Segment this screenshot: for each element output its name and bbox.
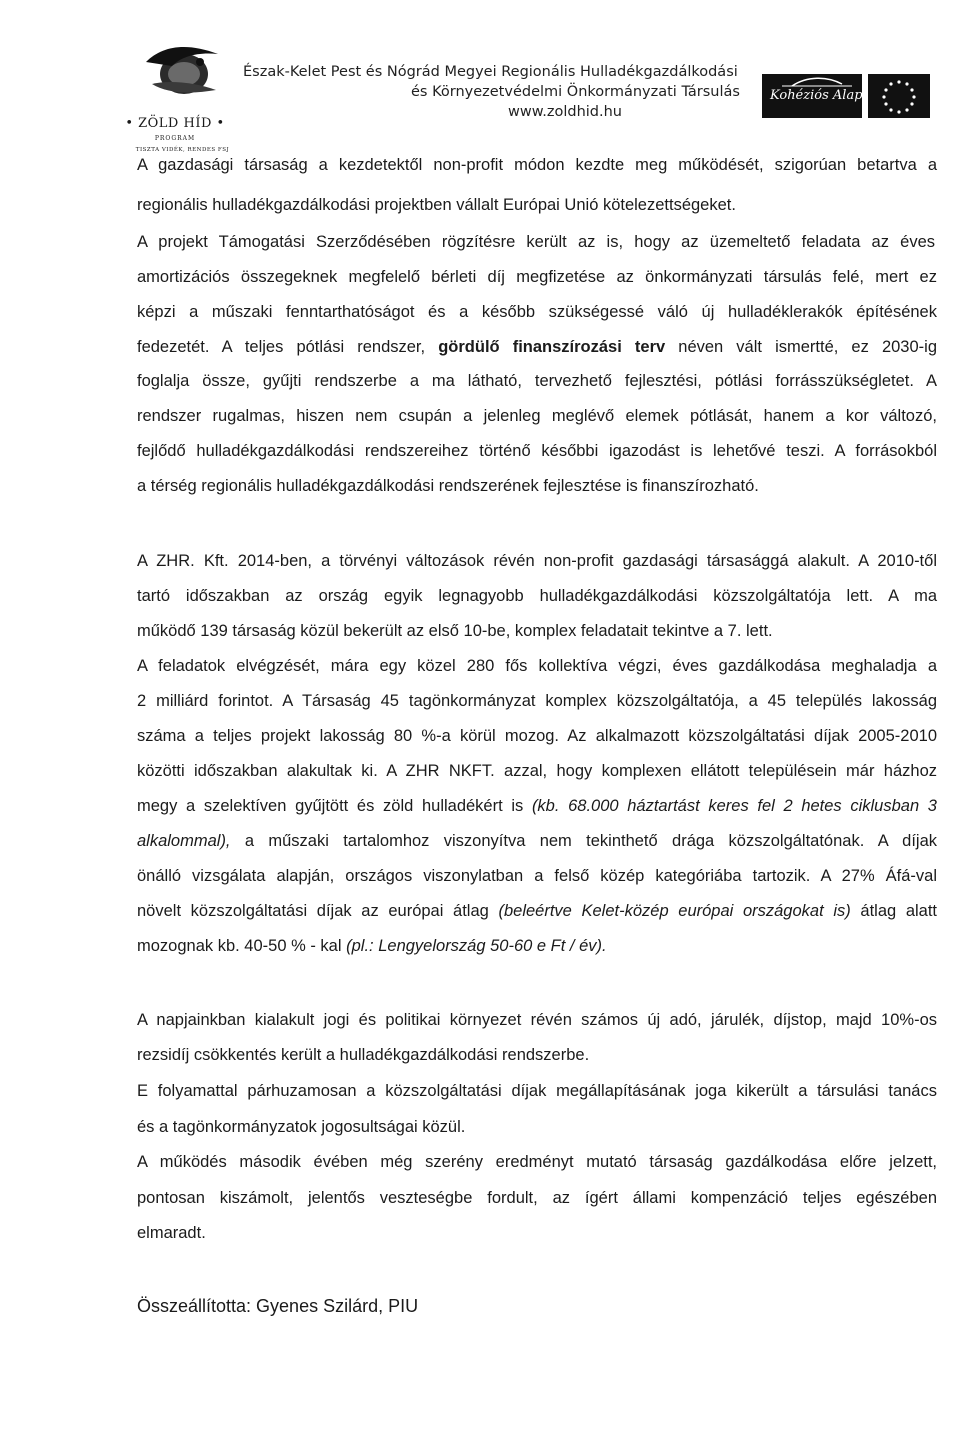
paragraph-2-line-2: amortizációs összegeknek megfelelő bérleti díj megfizetése az önkormányzati társulás felé, mert ez [137,268,937,286]
paragraph-2-line-5: foglalja össze, gyűjti rendszerbe a ma látható, tervezhető fejlesztési, pótlási forrásszükségletet. A [137,372,937,390]
brand-name: • ZÖLD HÍD • [125,116,225,131]
p4-line5-pre: megy a szelektíven gyűjtött és zöld hulladékért is [137,797,524,815]
p4-line8-post: átlag alatt [860,902,938,920]
paragraph-2-line-4 [137,338,937,357]
org-website: www.zoldhid.hu [508,104,622,120]
paragraph-2-line-6: rendszer rugalmas, hiszen nem csupán a jelenleg meglévő elemek pótlását, hanem a kor változó, [137,407,937,425]
paragraph-6-line-1: E folyamattal párhuzamosan a közszolgáltatási díjak megállapításának joga kikerült a társulási tanács [137,1082,937,1100]
paragraph-4-line-7: önálló vizsgálata alapján, országos viszonylatban a felső közép kategóriába tartozik. A 27% Áfá-val [137,867,937,885]
paragraph-5-line-1: A napjainkban kialakult jogi és politikai környezet révén számos új adó, járulék, díjstop, majd 10%-os [137,1011,937,1029]
paragraph-3-line-1: A ZHR. Kft. 2014-ben, a törvényi változások révén non-profit gazdasági társasággá alakult. A 2010-től [137,552,937,570]
paragraph-3-line-3: működő 139 társaság közül bekerült az első 10-be, komplex feladatait tekintve a 7. lett. [137,622,773,640]
kohezios-alap-text: Kohéziós Alap [770,88,863,103]
paragraph-2-line-3: képzi a műszaki fenntarthatóságot és a később szükségessé váló új hulladéklerakók építésének [137,303,937,321]
p2-line4-bold: gördülő finanszírozási terv [438,338,666,356]
paragraph-3-line-2: tartó időszakban az ország egyik legnagyobb hulladékgazdálkodási közszolgáltatója lett. A ma [137,587,937,605]
paragraph-7-line-1: A működés második évében még szerény eredményt mutató társaság gazdálkodása előre jelzett, [137,1153,937,1171]
bird-globe-icon [142,40,222,98]
paragraph-4-line-4: közötti időszakban alakultak ki. A ZHR NKFT. azzal, hogy komplexen ellátott településein már házhoz [137,762,937,780]
paragraph-5-line-2: rezsidíj csökkentés került a hulladékgazdálkodási rendszerbe. [137,1046,590,1064]
swoosh-icon [762,74,862,88]
paragraph-4-line-3: száma a teljes projekt lakosság 80 %-a körül mozog. Az alkalmazott közszolgáltatási díjak 2005-2010 [137,727,937,745]
paragraph-7-line-3: elmaradt. [137,1224,206,1242]
paragraph-1-line-1: A gazdasági társaság a kezdetektől non-profit módon kezdte meg működését, szigorúan betartva a [137,156,937,174]
paragraph-2-line-8: a térség regionális hulladékgazdálkodási rendszerének fejlesztése is finanszírozható. [137,477,759,495]
paragraph-4-line-5 [137,797,937,816]
paragraph-1-line-2: regionális hulladékgazdálkodási projektben vállalt Európai Unió kötelezettségeket. [137,196,736,214]
brand-program: PROGRAM [154,135,196,142]
kohezios-alap-logo [762,74,862,118]
p4-line6-post: a műszaki tartalomhoz viszonyítva nem tekinthető drága közszolgáltatónak. A díjak [244,832,937,850]
p4-line8-italic: (beleértve Kelet-közép európai országokat is) [498,902,851,920]
paragraph-4-line-6 [137,832,937,851]
paragraph-4-line-9 [137,937,607,956]
org-name-line1: Észak-Kelet Pest és Nógrád Megyei Regionális Hulladékgazdálkodási [243,64,738,80]
paragraph-6-line-2: és a tagönkormányzatok jogosultságai közül. [137,1118,466,1136]
eu-stars-icon [868,74,930,118]
p4-line9-pre: mozognak kb. 40-50 % - kal [137,937,342,955]
p4-line6-italic: alkalommal), [137,832,231,850]
paragraph-4-line-2: 2 milliárd forintot. A Társaság 45 tagönkormányzat komplex közszolgáltatója, a 45 település lakosság [137,692,937,710]
p4-line8-pre: növelt közszolgáltatási díjak az európai átlag [137,902,489,920]
p2-line4-pre: fedezetét. A teljes pótlási rendszer, [137,338,426,356]
zold-hid-logo [120,40,230,153]
org-name-line2: és Környezetvédelmi Önkormányzati Társulás [411,84,740,100]
p4-line9-italic: (pl.: Lengyelország 50-60 e Ft / év). [346,937,607,955]
signature: Összeállította: Gyenes Szilárd, PIU [137,1296,419,1316]
paragraph-2-line-1: A projekt Támogatási Szerződésében rögzítésre került az is, hogy az üzemeltető feladata az éves [137,233,935,251]
p4-line5-italic: (kb. 68.000 háztartást keres fel 2 hetes ciklusban 3 [531,797,937,815]
paragraph-4-line-8 [137,902,937,921]
paragraph-7-line-2: pontosan kiszámolt, jelentős veszteségbe fordult, az ígért állami kompenzáció teljes egészében [137,1189,937,1207]
paragraph-4-line-1: A feladatok elvégzését, mára egy közel 280 fős kollektíva végzi, éves gazdálkodása meghaladja a [137,657,937,675]
brand-tagline: TISZTA VIDÉK, RENDES FSJ [135,147,230,153]
eu-flag-logo [868,74,930,118]
paragraph-2-line-7: fejlődő hulladékgazdálkodási rendszereihez történő későbbi igazodást is lehetővé teszi. A forrásokból [137,442,937,460]
p2-line4-post: néven vált ismertté, ez 2030-ig [678,338,937,356]
